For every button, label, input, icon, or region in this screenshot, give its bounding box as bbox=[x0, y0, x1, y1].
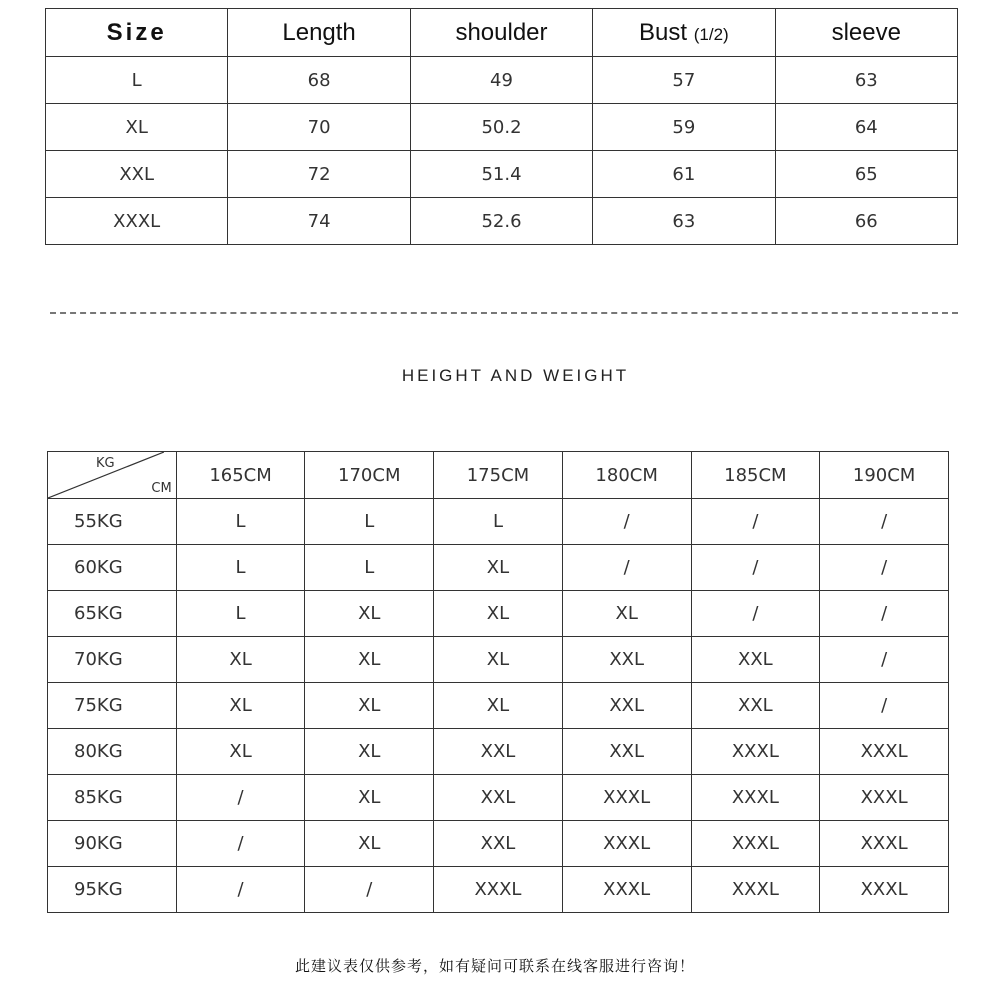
length-cell: 68 bbox=[228, 57, 410, 104]
weight-cell: 75KG bbox=[48, 683, 177, 729]
size-cell: XXL bbox=[46, 151, 228, 198]
table-row bbox=[48, 729, 949, 775]
size-recommendation-cell: L bbox=[305, 499, 434, 545]
bust-cell: 57 bbox=[593, 57, 775, 104]
size-recommendation-cell: XXXL bbox=[820, 867, 949, 913]
size-recommendation-cell: XXXL bbox=[691, 821, 820, 867]
size-recommendation-cell: L bbox=[305, 545, 434, 591]
table-row bbox=[46, 198, 958, 245]
shoulder-cell: 49 bbox=[410, 57, 592, 104]
dashed-divider bbox=[50, 312, 958, 314]
weight-cell: 80KG bbox=[48, 729, 177, 775]
table-row bbox=[46, 57, 958, 104]
size-recommendation-cell: XXXL bbox=[691, 729, 820, 775]
size-recommendation-cell: / bbox=[176, 867, 305, 913]
corner-header-cell bbox=[48, 452, 177, 499]
size-recommendation-cell: XL bbox=[305, 683, 434, 729]
size-recommendation-cell: XXL bbox=[434, 821, 563, 867]
size-recommendation-cell: XXXL bbox=[434, 867, 563, 913]
table-row bbox=[48, 683, 949, 729]
height-weight-table bbox=[47, 451, 949, 913]
weight-cell: 55KG bbox=[48, 499, 177, 545]
weight-cell: 90KG bbox=[48, 821, 177, 867]
header-bust-label: Bust bbox=[639, 18, 688, 46]
weight-cell: 95KG bbox=[48, 867, 177, 913]
size-recommendation-cell: XXL bbox=[691, 637, 820, 683]
length-cell: 72 bbox=[228, 151, 410, 198]
table-row bbox=[48, 499, 949, 545]
size-recommendation-cell: / bbox=[691, 591, 820, 637]
weight-cell: 70KG bbox=[48, 637, 177, 683]
table-row bbox=[48, 867, 949, 913]
table-row bbox=[46, 104, 958, 151]
size-recommendation-cell: / bbox=[176, 821, 305, 867]
size-cell: XXXL bbox=[46, 198, 228, 245]
height-header-cell: 170CM bbox=[305, 452, 434, 499]
sleeve-cell: 64 bbox=[775, 104, 957, 151]
footer-note: 此建议表仅供参考，如有疑问可联系在线客服进行咨询！ bbox=[294, 957, 695, 975]
sleeve-cell: 66 bbox=[775, 198, 957, 245]
shoulder-cell: 52.6 bbox=[410, 198, 592, 245]
size-chart-table bbox=[45, 8, 958, 245]
size-recommendation-cell: / bbox=[691, 499, 820, 545]
size-recommendation-cell: XL bbox=[562, 591, 691, 637]
header-shoulder: shoulder bbox=[410, 9, 592, 57]
size-recommendation-cell: XXL bbox=[562, 729, 691, 775]
table-row bbox=[48, 545, 949, 591]
header-sleeve: sleeve bbox=[775, 9, 957, 57]
size-recommendation-cell: XL bbox=[434, 591, 563, 637]
size-recommendation-cell: XXL bbox=[434, 775, 563, 821]
size-recommendation-cell: / bbox=[820, 591, 949, 637]
bust-cell: 59 bbox=[593, 104, 775, 151]
size-recommendation-cell: / bbox=[562, 545, 691, 591]
height-header-cell: 165CM bbox=[176, 452, 305, 499]
height-weight-body bbox=[48, 499, 949, 913]
table-row bbox=[48, 775, 949, 821]
size-cell: L bbox=[46, 57, 228, 104]
table-row bbox=[48, 637, 949, 683]
bust-cell: 61 bbox=[593, 151, 775, 198]
size-recommendation-cell: / bbox=[176, 775, 305, 821]
header-bust-note: (1/2) bbox=[693, 24, 729, 44]
size-recommendation-cell: XL bbox=[305, 591, 434, 637]
header-length: Length bbox=[228, 9, 410, 57]
size-recommendation-cell: XXXL bbox=[562, 867, 691, 913]
table-row bbox=[48, 591, 949, 637]
size-recommendation-cell: XL bbox=[434, 683, 563, 729]
size-recommendation-cell: L bbox=[176, 591, 305, 637]
bust-cell: 63 bbox=[593, 198, 775, 245]
length-cell: 74 bbox=[228, 198, 410, 245]
size-cell: XL bbox=[46, 104, 228, 151]
size-recommendation-cell: / bbox=[691, 545, 820, 591]
weight-cell: 60KG bbox=[48, 545, 177, 591]
table-row bbox=[48, 821, 949, 867]
size-recommendation-cell: XL bbox=[305, 637, 434, 683]
size-recommendation-cell: XL bbox=[305, 775, 434, 821]
size-recommendation-cell: XXXL bbox=[820, 729, 949, 775]
size-recommendation-cell: XL bbox=[176, 729, 305, 775]
size-recommendation-cell: L bbox=[176, 499, 305, 545]
size-recommendation-cell: L bbox=[176, 545, 305, 591]
size-recommendation-cell: XXXL bbox=[691, 867, 820, 913]
shoulder-cell: 50.2 bbox=[410, 104, 592, 151]
height-header-cell: 180CM bbox=[562, 452, 691, 499]
size-recommendation-cell: / bbox=[820, 499, 949, 545]
size-recommendation-cell: / bbox=[562, 499, 691, 545]
size-chart-header-row bbox=[46, 9, 958, 57]
height-weight-title: HEIGHT AND WEIGHT bbox=[401, 366, 630, 385]
height-header-cell: 185CM bbox=[691, 452, 820, 499]
size-recommendation-cell: XXXL bbox=[820, 821, 949, 867]
size-recommendation-cell: / bbox=[305, 867, 434, 913]
size-recommendation-cell: XL bbox=[305, 821, 434, 867]
size-recommendation-cell: XXXL bbox=[691, 775, 820, 821]
size-recommendation-cell: XL bbox=[434, 637, 563, 683]
size-recommendation-cell: / bbox=[820, 637, 949, 683]
size-recommendation-cell: XXL bbox=[691, 683, 820, 729]
size-recommendation-cell: / bbox=[820, 683, 949, 729]
size-recommendation-cell: XXL bbox=[562, 637, 691, 683]
corner-cm-label: CM bbox=[151, 481, 172, 496]
size-recommendation-cell: XXL bbox=[434, 729, 563, 775]
weight-cell: 85KG bbox=[48, 775, 177, 821]
size-recommendation-cell: XXXL bbox=[562, 775, 691, 821]
shoulder-cell: 51.4 bbox=[410, 151, 592, 198]
table-row bbox=[46, 151, 958, 198]
size-recommendation-cell: XL bbox=[305, 729, 434, 775]
size-recommendation-cell: XXL bbox=[562, 683, 691, 729]
weight-cell: 65KG bbox=[48, 591, 177, 637]
header-size: Size bbox=[46, 9, 228, 57]
corner-kg-label: KG bbox=[96, 456, 115, 471]
sleeve-cell: 63 bbox=[775, 57, 957, 104]
size-recommendation-cell: L bbox=[434, 499, 563, 545]
size-recommendation-cell: / bbox=[820, 545, 949, 591]
size-recommendation-cell: XXXL bbox=[820, 775, 949, 821]
size-recommendation-cell: XL bbox=[176, 683, 305, 729]
size-recommendation-cell: XL bbox=[176, 637, 305, 683]
height-header-cell: 190CM bbox=[820, 452, 949, 499]
size-recommendation-cell: XL bbox=[434, 545, 563, 591]
size-recommendation-cell: XXXL bbox=[562, 821, 691, 867]
height-header-row bbox=[48, 452, 949, 499]
sleeve-cell: 65 bbox=[775, 151, 957, 198]
header-bust bbox=[593, 9, 775, 57]
height-header-cell: 175CM bbox=[434, 452, 563, 499]
length-cell: 70 bbox=[228, 104, 410, 151]
